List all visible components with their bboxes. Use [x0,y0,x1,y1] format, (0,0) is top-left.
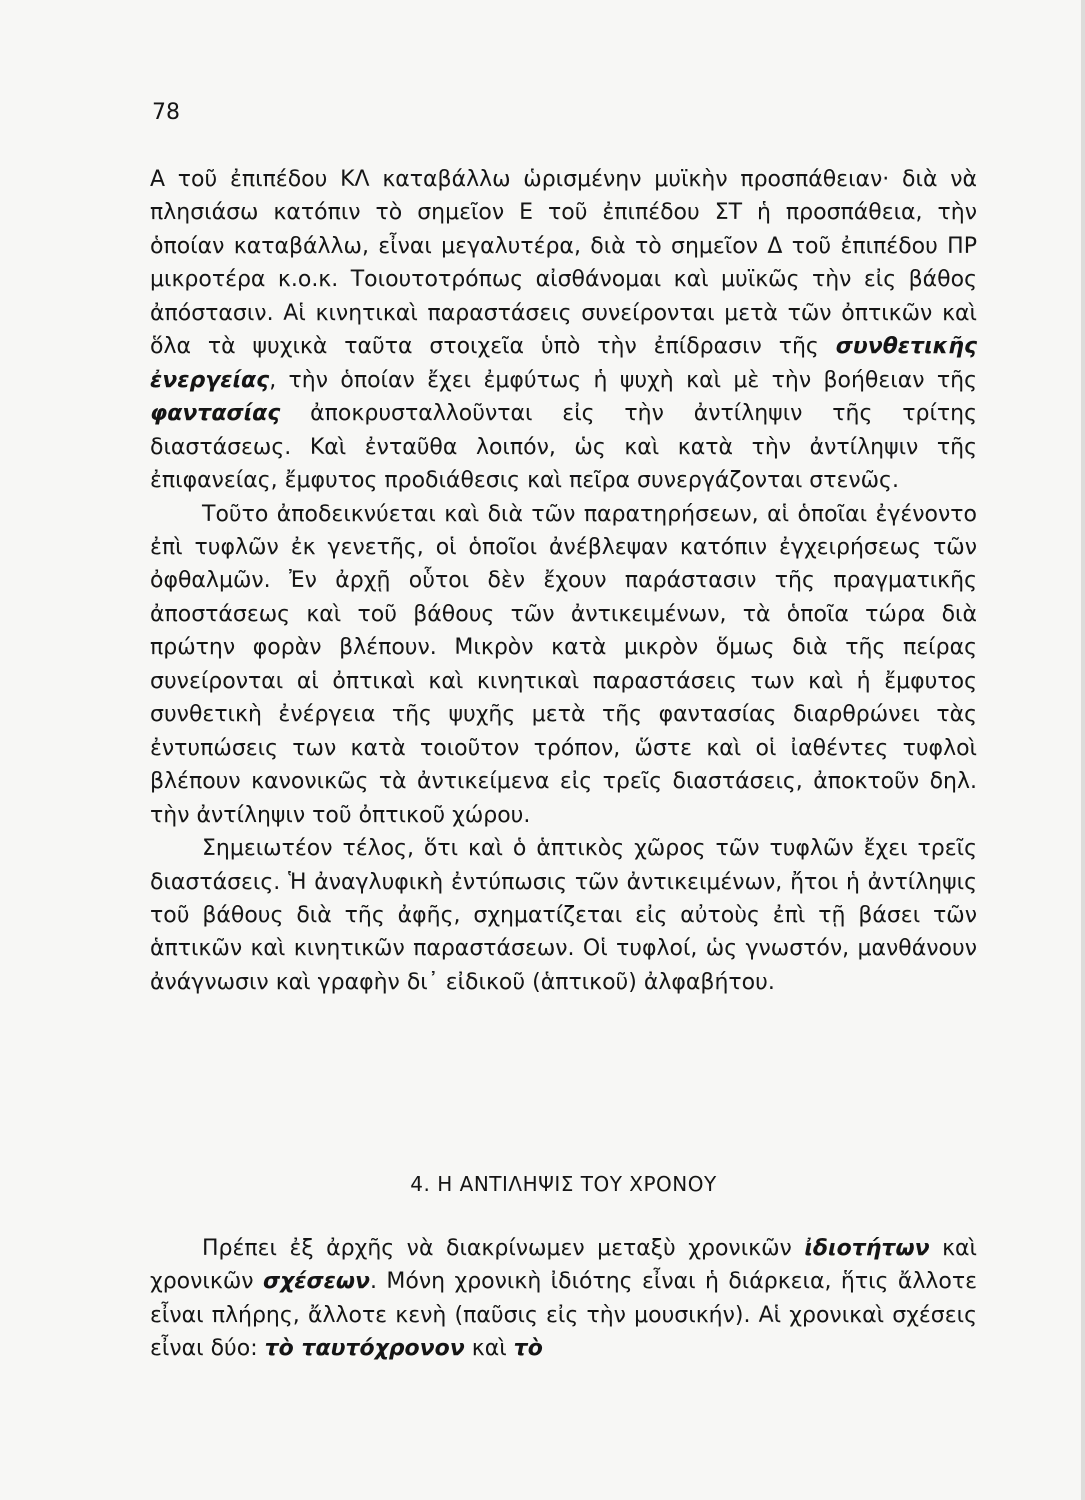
emphasis-term: ἰδιοτήτων [804,1236,930,1261]
page-number: 78 [152,100,180,125]
text-segment: καὶ χρονικῶν [150,1236,977,1295]
text-segment: καὶ [464,1336,514,1362]
emphasis-term: φαντασίας [150,401,281,427]
text-segment: Πρέπει ἐξ ἀρχῆς νὰ διακρίνωμεν μεταξὺ χρονικῶν [202,1236,805,1261]
text-segment: . Μόνη χρονικὴ ἰδιότης εἶναι ἡ διάρκεια, ἥτις ἄλλοτε εἶναι πλήρης, ἄλλοτε κενὴ (παῦσις εἰς τὴν μουσικήν). Αἱ χρονικαὶ σχέσεις εἶναι δύο: [150,1269,977,1362]
section-body-text [150,1232,977,1366]
text-segment: ἀποκρυσταλλοῦνται εἰς τὴν ἀντίληψιν τῆς τρίτης διαστάσεως. Καὶ ἐνταῦθα λοιπόν, ὡς καὶ κατὰ τὴν ἀντίληψιν τῆς ἐπιφανείας, ἔμφυτος προδιάθεσις καὶ πεῖρα συνεργάζονται στενῶς. [150,401,977,494]
paragraph-3 [150,832,977,999]
text-segment: , τὴν ὁποίαν ἔχει ἐμφύτως ἡ ψυχὴ καὶ μὲ τὴν βοήθειαν τῆς [269,367,977,393]
emphasis-term: συνθετικῆς ἐνεργείας [150,334,977,393]
section-paragraph [150,1232,977,1366]
emphasis-term: σχέσεων [262,1269,371,1295]
text-segment: A τοῦ ἐπιπέδου ΚΛ καταβάλλω ὡρισμένην μυϊκὴν προσπάθειαν· διὰ νὰ πλησιάσω κατόπιν τὸ σημεῖον Ε τοῦ ἐπιπέδου ΣΤ ἡ προσπάθεια, τὴν ὁποίαν καταβάλλω, εἶναι μεγαλυτέρα, διὰ τὸ σημεῖον Δ τοῦ ἐπιπέδου ΠΡ μικροτέρα κ.ο.κ. Τοιουτοτρόπως αἰσθάνομαι καὶ μυϊκῶς τὴν εἰς βάθος ἀπόστασιν. Αἱ κινητικαὶ παραστάσεις συνείρονται μετὰ τῶν ὀπτικῶν καὶ ὅλα τὰ ψυχικὰ ταῦτα στοιχεῖα ὑπὸ τὴν ἐπίδρασιν τῆς [150,167,977,360]
text-segment: Τοῦτο ἀποδεικνύεται καὶ διὰ τῶν παρατηρήσεων, αἱ ὁποῖαι ἐγένοντο ἐπὶ τυφλῶν ἐκ γενετῆς, οἱ ὁποῖοι ἀνέβλεψαν κατόπιν ἐγχειρήσεως τῶν ὀφθαλμῶν. Ἐν ἀρχῇ οὗτοι δὲν ἔχουν παράστασιν τῆς πραγματικῆς ἀποστάσεως καὶ τοῦ βάθους τῶν ἀντικειμένων, τὰ ὁποῖα τώρα διὰ πρώτην φορὰν βλέπουν. Μικρὸν κατὰ μικρὸν ὅμως διὰ τῆς πείρας συνείρονται αἱ ὀπτικαὶ καὶ κινητικαὶ παραστάσεις των καὶ ἡ ἔμφυτος συνθετικὴ ἐνέργεια τῆς ψυχῆς μετὰ τῆς φαντασίας διαρθρώνει τὰς ἐντυπώσεις των κατὰ τοιοῦτον τρόπον, ὥστε καὶ οἱ ἰαθέντες τυφλοὶ βλέπουν κανονικῶς τὰ ἀντικείμενα εἰς τρεῖς διαστάσεις, ἀποκτοῦν δηλ. τὴν ἀντίληψιν τοῦ ὀπτικοῦ χώρου. [150,501,977,828]
paragraph-2 [150,498,977,833]
emphasis-term: τὸ ταυτόχρονον [264,1336,465,1362]
emphasis-term: τὸ [513,1336,543,1362]
body-text [150,163,977,999]
paragraph-1 [150,163,977,498]
section-heading: 4. Η ΑΝΤΙΛΗΨΙΣ ΤΟΥ ΧΡΟΝΟΥ [410,1172,717,1196]
scan-edge [1081,0,1085,1500]
text-segment: Σημειωτέον τέλος, ὅτι καὶ ὁ ἁπτικὸς χῶρος τῶν τυφλῶν ἔχει τρεῖς διαστάσεις. Ἡ ἀναγλυφικὴ ἐντύπωσις τῶν ἀντικειμένων, ἤτοι ἡ ἀντίληψις τοῦ βάθους διὰ τῆς ἀφῆς, σχηματίζεται εἰς αὐτοὺς ἐπὶ τῇ βάσει τῶν ἁπτικῶν καὶ κινητικῶν παραστάσεων. Οἱ τυφλοί, ὡς γνωστόν, μανθάνουν ἀνάγνωσιν καὶ γραφὴν δι᾿ εἰδικοῦ (ἁπτικοῦ) ἀλφαβήτου. [150,836,977,995]
